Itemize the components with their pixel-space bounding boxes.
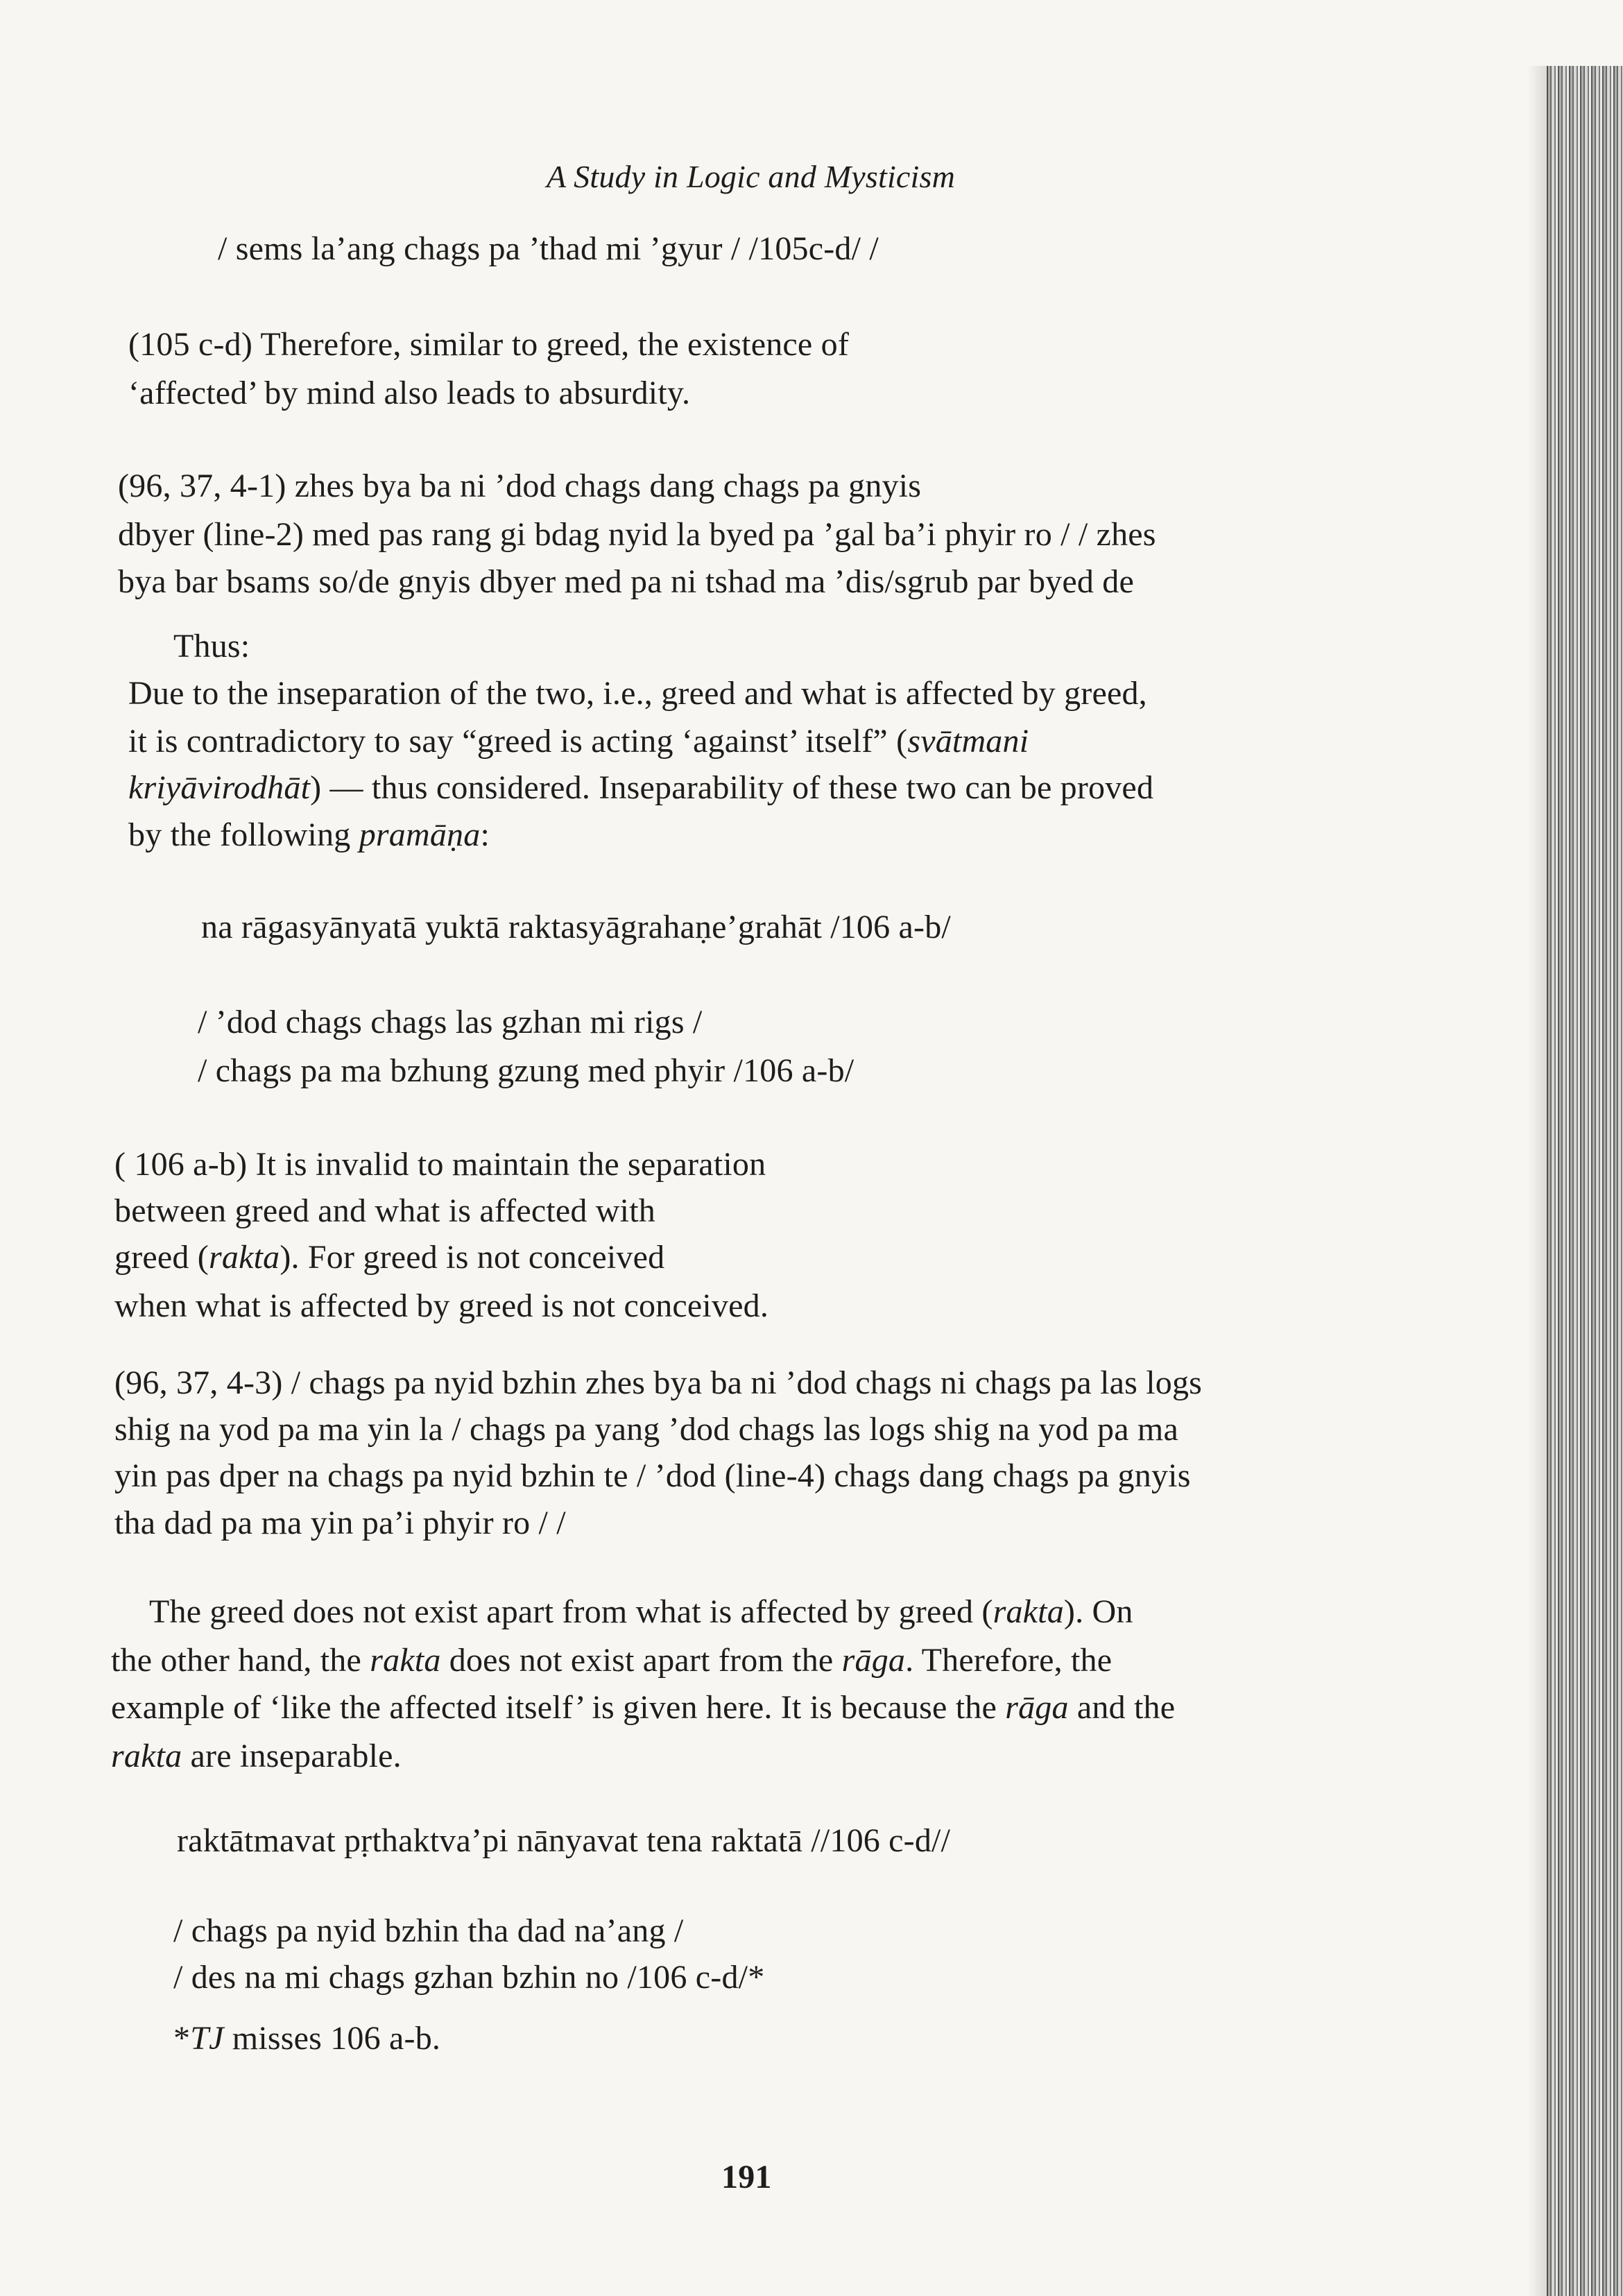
sanskrit-term: rakta [993,1593,1064,1630]
translation-text: the other hand, the [111,1642,370,1679]
translation-text: ). For greed is not conceived [280,1239,665,1276]
sanskrit-term: pramāṇa [359,816,481,853]
footnote-marker: * [173,2020,191,2057]
section-label: Thus: [173,628,250,665]
translation-line: (105 c-d) Therefore, similar to greed, the existence of [128,326,850,363]
tibetan-commentary-line: (96, 37, 4-1) zhes bya ba ni ’dod chags dang chags pa gnyis [118,468,922,504]
tibetan-commentary-line: tha dad pa ma yin pa’i phyir ro / / [114,1505,566,1541]
translation-line [149,1595,1133,1629]
sanskrit-verse-line: na rāgasyānyatā yuktā raktasyāgrahaṇe’grahāt /106 a-b/ [201,909,951,945]
translation-line: when what is affected by greed is not conceived. [114,1287,769,1324]
translation-line [111,1740,402,1773]
translation-line [128,771,1153,805]
translation-line: between greed and what is affected with [114,1192,655,1229]
page-number: 191 [721,2159,772,2195]
sanskrit-term: rāga [841,1642,906,1679]
translation-line: ( 106 a-b) It is invalid to maintain the separation [114,1146,766,1183]
translation-line [128,816,490,853]
tibetan-verse-line: / des na mi chags gzhan bzhin no /106 c-d/* [173,1959,765,1996]
sanskrit-term: kriyāvirodhāt [128,769,311,806]
translation-line [128,725,1029,758]
translation-text: are inseparable. [182,1738,402,1774]
tibetan-commentary-line: dbyer (line-2) med pas rang gi bdag nyid la byed pa ’gal ba’i phyir ro / / zhes [118,516,1156,553]
translation-text: it is contradictory to say “greed is acting ‘against’ itself” ( [128,723,908,760]
tibetan-commentary-line: (96, 37, 4-3) / chags pa nyid bzhin zhes bya ba ni ’dod chags ni chags pa las logs [114,1364,1203,1401]
tibetan-commentary-line: shig na yod pa ma yin la / chags pa yang ’dod chags las logs shig na yod pa ma [114,1411,1178,1448]
translation-text: . Therefore, the [905,1642,1113,1679]
translation-text: ) — thus considered. Inseparability of these two can be proved [310,769,1154,806]
translation-text: greed ( [114,1239,209,1276]
footnote [173,2022,440,2055]
sanskrit-term: rāga [1005,1689,1069,1726]
translation-text: ). On [1063,1593,1133,1630]
tibetan-verse-line: / chags pa ma bzhung gzung med phyir /106 a-b/ [198,1052,855,1089]
tibetan-commentary-line: yin pas dper na chags pa nyid bzhin te / ’dod (line-4) chags dang chags pa gnyis [114,1457,1191,1494]
translation-text: : [480,816,490,853]
translation-line [114,1241,664,1274]
translation-line: ‘affected’ by mind also leads to absurdity. [128,375,691,411]
translation-text: The greed does not exist apart from what is affected by greed ( [149,1593,993,1630]
sanskrit-term: rakta [208,1239,280,1276]
running-header: A Study in Logic and Mysticism [547,159,956,194]
sanskrit-term: rakta [111,1738,182,1774]
translation-text: example of ‘like the affected itself’ is given here. It is because the [111,1689,1006,1726]
translation-line [111,1691,1175,1724]
translation-text: and the [1068,1689,1176,1726]
translation-text: does not exist apart from the [440,1642,842,1679]
translation-line [111,1644,1112,1677]
translation-line: Due to the inseparation of the two, i.e., greed and what is affected by greed, [128,675,1147,712]
tibetan-verse-line: / chags pa nyid bzhin tha dad na’ang / [173,1912,684,1949]
sanskrit-term: svātmani [907,723,1029,760]
translation-text: by the following [128,816,359,853]
tibetan-verse-line: / ’dod chags chags las gzhan mi rigs / [198,1004,703,1040]
footnote-text: misses 106 a-b. [223,2020,441,2057]
sanskrit-term: rakta [370,1642,441,1679]
footnote-abbreviation: TJ [190,2020,224,2057]
tibetan-commentary-line: bya bar bsams so/de gnyis dbyer med pa ni tshad ma ’dis/sgrub par byed de [118,563,1134,600]
sanskrit-verse-line: raktātmavat pṛthaktva’pi nānyavat tena raktatā //106 c-d// [177,1822,951,1859]
tibetan-verse-line: / sems la’ang chags pa ’thad mi ’gyur / /105c-d/ / [218,230,879,267]
